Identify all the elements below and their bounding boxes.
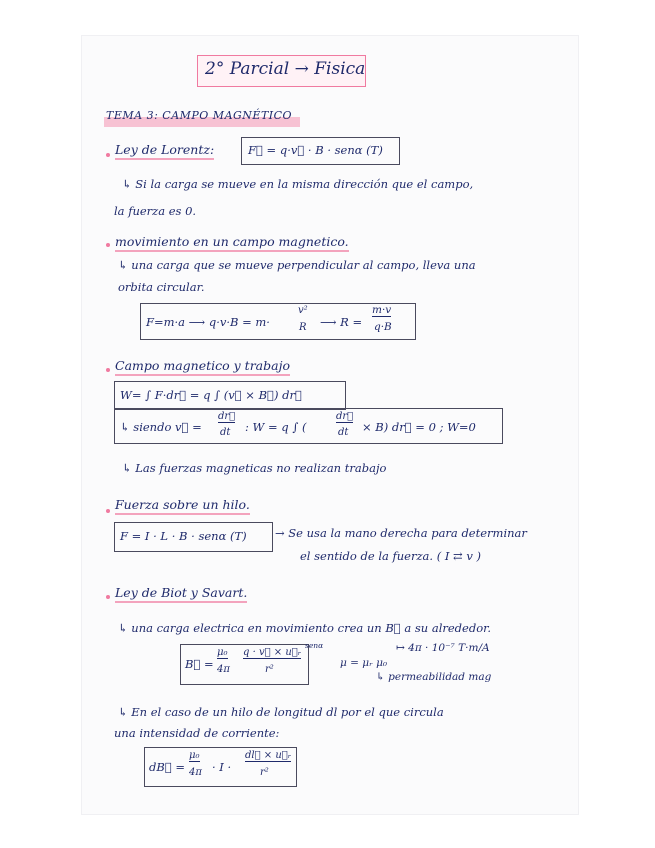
biot-perm: ↳ permeabilidad mag [376,671,492,683]
lorentz-note-2: la fuerza es 0. [114,204,197,218]
biot-mu-def: μ = μᵣ μ₀ [340,657,388,669]
movimiento-frac2-den: q·B [374,321,392,333]
trabajo-formula-2b: : W = q ∫ ( [245,420,307,434]
biot-formula2-mu-den: 4π [189,767,202,778]
biot-note2-1: ↳ En el caso de un hilo de longitud dl por el que circula [118,705,444,719]
movimiento-frac-num: v² [298,305,308,316]
trabajo-heading: Campo magnetico y trabajo [115,358,290,376]
trabajo-formula-2-num: dr⃗ [218,411,236,422]
biot-formula2-lhs: dB⃗ = [149,760,186,774]
bullet-dot [106,509,110,513]
trabajo-formula-2-num2: dr⃗ [336,411,354,422]
hilo-note-2: el sentido de la fuerza. ( I ⇄ v ) [300,549,481,563]
hilo-note-1: → Se usa la mano derecha para determinar [275,526,527,540]
topic-heading: TEMA 3: CAMPO MAGNÉTICO [106,109,293,122]
biot-formula-lhs: B⃗ = [185,657,214,671]
movimiento-formula-a: F=m·a ⟶ q·v·B = m· [146,315,270,329]
movimiento-note-1: ↳ una carga que se mueve perpendicular al campo, lleva una [118,258,476,272]
movimiento-heading: movimiento en un campo magnetico. [115,234,349,252]
page-title: 2° Parcial → Fisica [205,59,366,79]
biot-formula2-num: dl⃗ × u⃗ᵣ [245,750,292,761]
biot-mu-den: 4π [217,664,230,675]
biot-q-num: q · v⃗ × u⃗ᵣ [243,647,302,658]
biot-q-den: r² [265,664,274,675]
lorentz-formula: F⃗ = q·v⃗ · B · senα (T) [248,143,383,157]
trabajo-formula-2a: ↳ siendo v⃗ = [120,420,202,434]
hilo-heading: Fuerza sobre un hilo. [115,497,250,515]
trabajo-formula-2-den: dt [220,427,231,438]
biot-formula2-mu-num: μ₀ [189,750,200,761]
movimiento-note-2: orbita circular. [118,280,205,294]
movimiento-frac-den: R [299,322,307,333]
movimiento-frac2-num: m·v [372,304,392,316]
trabajo-note: ↳ Las fuerzas magneticas no realizan trabajo [122,461,387,475]
bullet-dot [106,368,110,372]
biot-mu-value: ↦ 4π · 10⁻⁷ T·m/A [396,642,490,654]
biot-mu-num: μ₀ [217,647,228,658]
trabajo-formula-2c: × B) dr⃗ = 0 ; W=0 [362,420,476,434]
movimiento-formula-b: ⟶ R = [320,315,363,329]
biot-heading: Ley de Biot y Savart. [115,585,247,603]
bullet-dot [106,153,110,157]
biot-formula2-den: r² [260,767,269,778]
trabajo-formula-2-den2: dt [338,427,349,438]
biot-note: ↳ una carga electrica en movimiento crea un B⃗ a su alrededor. [118,621,492,635]
lorentz-heading: Ley de Lorentz: [115,142,214,160]
hilo-formula: F = I · L · B · senα (T) [120,529,247,543]
biot-sen: senα [305,641,324,650]
biot-note2-2: una intensidad de corriente: [114,726,280,740]
bullet-dot [106,243,110,247]
lorentz-note-1: ↳ Si la carga se mueve en la misma dirección que el campo, [122,177,474,191]
trabajo-formula-1: W= ∫ F·dr⃗ = q ∫ (v⃗ × B⃗) dr⃗ [120,388,302,402]
biot-formula2-I: · I · [212,760,232,774]
bullet-dot [106,595,110,599]
